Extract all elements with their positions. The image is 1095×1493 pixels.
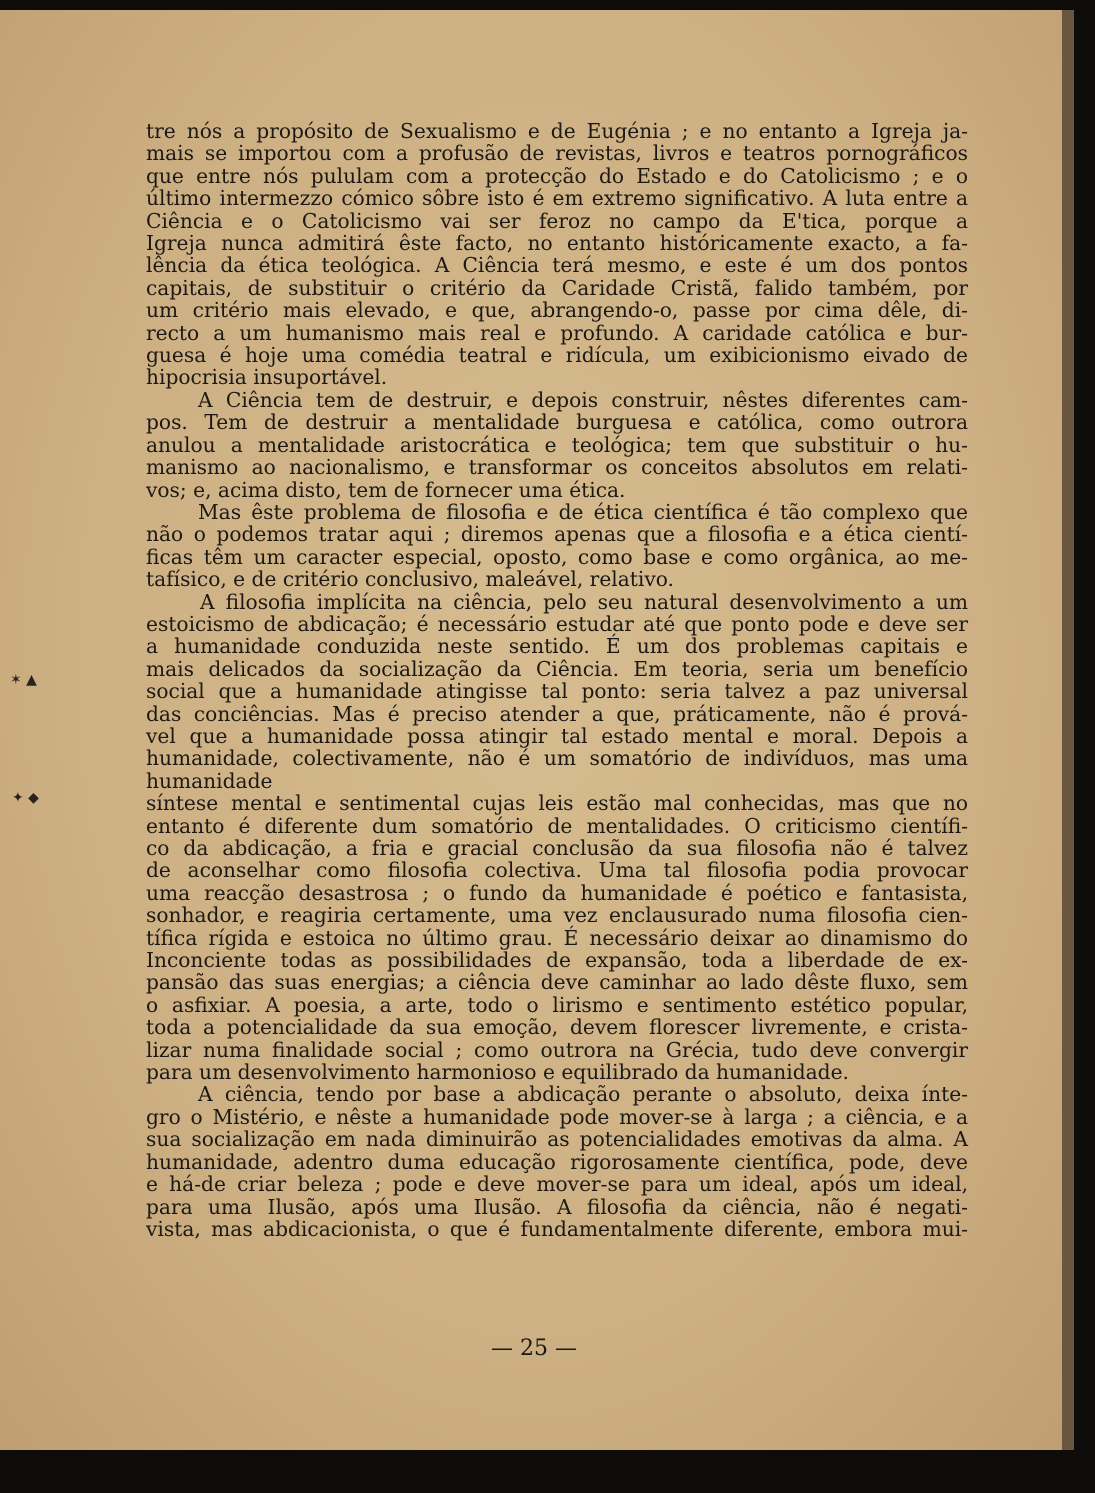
- text-line: a humanidade conduzida neste sentido. É um dos problemas capitais e: [146, 634, 968, 659]
- text-line: uma reacção desastrosa ; o fundo da humanidade é poético e fantasista,: [146, 880, 968, 905]
- text-line: que entre nós pululam com a protecção do Estado e do Catolicismo ; e o: [146, 163, 968, 188]
- text-line: pos. Tem de destruir a mentalidade burguesa e católica, como outrora: [146, 410, 968, 435]
- text-line: hipocrisia insuportável.: [146, 365, 388, 390]
- text-line: vel que a humanidade possa atingir tal estado mental e moral. Depois a: [146, 723, 968, 748]
- text-line: gro o Mistério, e nêste a humanidade pode mover-se à larga ; a ciência, e a: [146, 1104, 968, 1129]
- text-line: lência da ética teológica. A Ciência terá mesmo, e este é um dos pontos: [146, 253, 968, 278]
- text-line: Mas êste problema de filosofia e de ética científica é tão complexo que: [198, 499, 968, 524]
- text-line: síntese mental e sentimental cujas leis estão mal conhecidas, mas que no: [146, 791, 968, 816]
- text-line: capitais, de substituir o critério da Caridade Cristã, falido também, por: [146, 275, 968, 300]
- text-line: tre nós a propósito de Sexualismo e de Eugénia ; e no entanto a Igreja ja-: [146, 119, 968, 143]
- text-line: tafísico, e de critério conclusivo, maleável, relativo.: [146, 567, 674, 592]
- text-line: humanidade, adentro duma educação rigorosamente científica, pode, deve: [146, 1149, 968, 1174]
- text-line: sua socialização em nada diminuirão as potencialidades emotivas da alma. A: [146, 1127, 968, 1152]
- text-line: A Ciência tem de destruir, e depois construir, nêstes diferentes cam-: [198, 387, 968, 412]
- text-line: guesa é hoje uma comédia teatral e ridícula, um exibicionismo eivado de: [146, 343, 968, 368]
- text-line: social que a humanidade atingisse tal ponto: seria talvez a paz universal: [146, 679, 968, 704]
- text-line: o asfixiar. A poesia, a arte, todo o lirismo e sentimento estético popular,: [146, 992, 968, 1017]
- text-line: anulou a mentalidade aristocrática e teológica; tem que substituir o hu-: [146, 432, 968, 457]
- text-line: sonhador, e reagiria certamente, uma vez enclausurado numa filosofia cien-: [146, 903, 968, 928]
- page-number: — 25 —: [491, 1336, 577, 1361]
- text-line: e há-de criar beleza ; pode e deve mover-se para um ideal, após um ideal,: [146, 1172, 968, 1197]
- text-line: Igreja nunca admitirá êste facto, no entanto históricamente exacto, a fa-: [146, 231, 968, 256]
- text-line: para um desenvolvimento harmonioso e equilibrado da humanidade.: [146, 1060, 849, 1085]
- text-line: lizar numa finalidade social ; como outrora na Grécia, tudo deve convergir: [146, 1037, 968, 1062]
- text-line: último intermezzo cómico sôbre isto é em extremo significativo. A luta entre a: [146, 186, 968, 211]
- text-line: para uma Ilusão, após uma Ilusão. A filosofia da ciência, não é negati-: [146, 1194, 968, 1219]
- text-line: Inconciente todas as possibilidades de expansão, toda a liberdade de ex-: [146, 948, 968, 973]
- text-line: não o podemos tratar aqui ; diremos apenas que a filosofia e a ética cientí-: [146, 522, 968, 547]
- body-text: [146, 120, 968, 1240]
- text-line: mais se importou com a profusão de revistas, livros e teatros pornográficos: [146, 141, 968, 166]
- text-line: ficas têm um caracter especial, oposto, como base e como orgânica, ao me-: [146, 544, 968, 569]
- text-line: Ciência e o Catolicismo vai ser feroz no campo da E'tica, porque a: [146, 208, 968, 233]
- text-line: de aconselhar como filosofia colectiva. Uma tal filosofia podia provocar: [146, 858, 968, 883]
- text-line: mais delicados da socialização da Ciência. Em teoria, seria um benefício: [146, 656, 968, 681]
- text-line: A filosofia implícita na ciência, pelo seu natural desenvolvimento a um: [200, 589, 968, 614]
- text-line: estoicismo de abdicação; é necessário estudar até que ponto pode e deve ser: [146, 611, 968, 636]
- text-line: A ciência, tendo por base a abdicação perante o absoluto, deixa ínte-: [198, 1082, 968, 1107]
- text-line: pansão das suas energias; a ciência deve caminhar ao lado dêste fluxo, sem: [146, 970, 968, 995]
- text-line: vos; e, acima disto, tem de fornecer uma ética.: [146, 477, 626, 502]
- margin-mark: ✶ ▲: [10, 672, 37, 688]
- text-line: toda a potencialidade da sua emoção, devem florescer livremente, e crista-: [146, 1015, 968, 1040]
- text-line: manismo ao nacionalismo, e transformar os conceitos absolutos em relati-: [146, 455, 968, 480]
- text-line: entanto é diferente dum somatório de mentalidades. O criticismo científi-: [146, 813, 968, 838]
- text-line: tífica rígida e estoica no último grau. É necessário deixar ao dinamismo do: [146, 925, 968, 950]
- text-line: co da abdicação, a fria e gracial conclusão da sua filosofia não é talvez: [146, 836, 968, 860]
- text-line: recto a um humanismo mais real e profundo. A caridade católica e bur-: [146, 320, 968, 345]
- text-line: humanidade, colectivamente, não é um somatório de indivíduos, mas uma humanidade: [146, 746, 968, 793]
- page-gutter: [1062, 10, 1074, 1450]
- text-line: vista, mas abdicacionista, o que é fundamentalmente diferente, embora mui-: [146, 1216, 968, 1241]
- margin-mark: ✦ ◆: [12, 790, 39, 806]
- text-line: um critério mais elevado, e que, abrangendo-o, passe por cima dêle, di-: [146, 298, 968, 323]
- text-line: das conciências. Mas é preciso atender a que, práticamente, não é prová-: [146, 701, 968, 726]
